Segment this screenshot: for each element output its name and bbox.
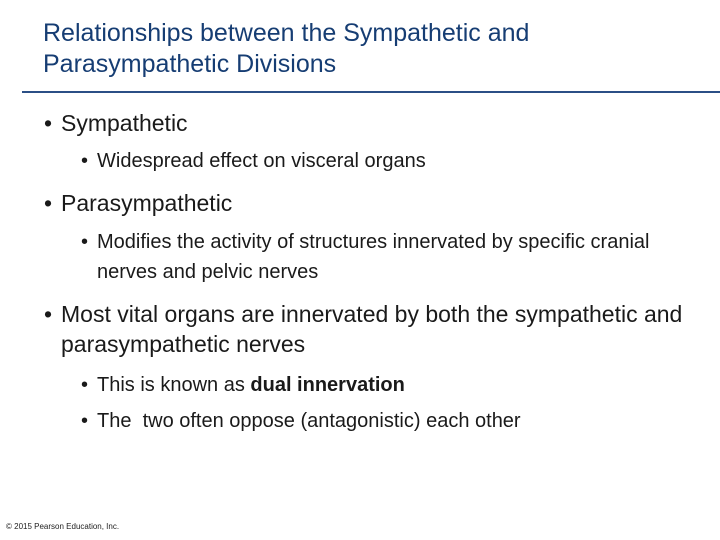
bullet-text: Parasympathetic — [61, 190, 233, 216]
sub-bullet-modifies — [81, 227, 677, 287]
sub-bullet-antagonistic — [81, 406, 677, 436]
sub-bullet-text: Widespread effect on visceral organs — [97, 150, 426, 172]
bullet-parasympathetic — [44, 188, 691, 218]
slide-title: Relationships between the Sympathetic and Parasympathetic Divisions — [43, 19, 530, 78]
dual-innervation-term: dual innervation — [250, 374, 405, 396]
sub-bullet-prefix: This is known as — [97, 374, 251, 396]
bullet-sympathetic — [44, 108, 691, 138]
sub-bullet-text: The two often oppose (antagonistic) each other — [97, 410, 521, 432]
bullet-marker: • — [44, 301, 53, 327]
bullet-vital-organs — [44, 299, 691, 359]
bullet-marker: • — [44, 190, 53, 216]
sub-bullet-marker: • — [81, 410, 89, 432]
sub-bullet-dual-innervation — [81, 370, 677, 400]
title-divider — [22, 91, 720, 93]
copyright-footer: © 2015 Pearson Education, Inc. — [6, 522, 120, 531]
sub-bullet-widespread — [81, 146, 677, 176]
sub-bullet-marker: • — [81, 231, 89, 253]
sub-bullet-marker: • — [81, 374, 89, 396]
bullet-text: Most vital organs are innervated by both the sympathetic and parasympathetic nerves — [61, 301, 683, 357]
sub-bullet-text: Modifies the activity of structures innervated by specific cranial nerves and pelvic nerves — [97, 231, 650, 283]
bullet-text: Sympathetic — [61, 110, 188, 136]
bullet-marker: • — [44, 110, 53, 136]
sub-bullet-marker: • — [81, 150, 89, 172]
